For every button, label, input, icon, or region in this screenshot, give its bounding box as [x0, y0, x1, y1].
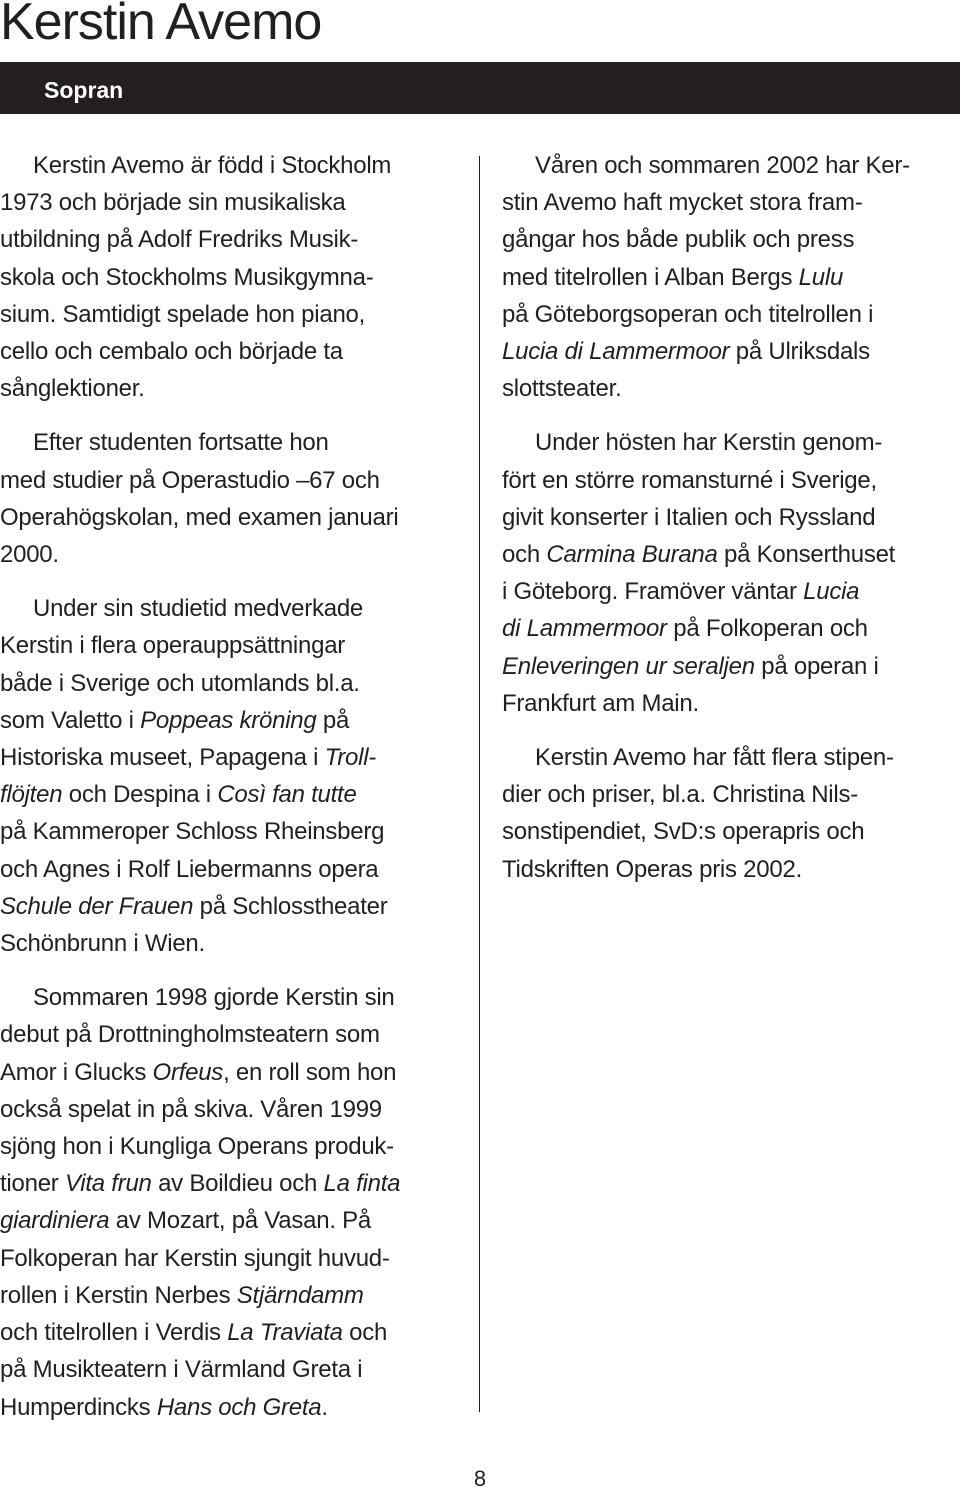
text-line: tioner Vita frun av Boildieu och La finta — [0, 1170, 401, 1198]
text-line: Humperdincks Hans och Greta. — [0, 1393, 328, 1421]
text-line: skola och Stockholms Musikgymna- — [0, 263, 374, 291]
text-line: med studier på Operastudio –67 och — [0, 466, 380, 494]
text-line: sjöng hon i Kungliga Operans produk- — [0, 1133, 394, 1161]
text-line: stin Avemo haft mycket stora fram- — [502, 189, 863, 217]
voice-type-label: Sopran — [44, 77, 124, 103]
body-paragraph — [502, 739, 960, 888]
text-line: Kerstin Avemo har fått flera stipen- — [535, 744, 894, 772]
text-line: också spelat in på skiva. Våren 1999 — [0, 1095, 382, 1123]
body-paragraph — [0, 147, 462, 407]
text-line: debut på Drottningholmsteatern som — [0, 1021, 380, 1049]
text-line: dier och priser, bl.a. Christina Nils- — [502, 781, 858, 809]
text-line: och titelrollen i Verdis La Traviata och — [0, 1319, 388, 1347]
text-line: Tidskriften Operas pris 2002. — [502, 855, 802, 883]
page-title: Kerstin Avemo — [0, 0, 322, 51]
text-line: Schönbrunn i Wien. — [0, 930, 205, 958]
text-line: Enleveringen ur seraljen på operan i — [502, 652, 879, 680]
text-line: giardiniera av Mozart, på Vasan. På — [0, 1207, 372, 1235]
text-line: Under sin studietid medverkade — [33, 595, 364, 623]
text-line: gångar hos både publik och press — [502, 226, 855, 254]
voice-type-bar — [0, 62, 960, 114]
text-line: på Musikteatern i Värmland Greta i — [0, 1356, 363, 1384]
text-line: rollen i Kerstin Nerbes Stjärndamm — [0, 1281, 364, 1309]
right-column — [502, 147, 960, 905]
text-line: givit konserter i Italien och Ryssland — [502, 503, 876, 531]
body-paragraph — [502, 424, 960, 722]
body-paragraph — [0, 590, 462, 962]
text-line: Efter studenten fortsatte hon — [33, 429, 329, 457]
text-line: på Göteborgsoperan och titelrollen i — [502, 300, 874, 328]
text-line: 1973 och började sin musikaliska — [0, 189, 346, 217]
text-line: Kerstin Avemo är född i Stockholm — [33, 152, 392, 179]
text-line: Historiska museet, Papagena i Troll- — [0, 744, 377, 772]
text-line: på Kammeroper Schloss Rheinsberg — [0, 818, 385, 846]
column-divider — [479, 156, 480, 1412]
text-line: utbildning på Adolf Fredriks Musik- — [0, 226, 359, 254]
text-line: och Agnes i Rolf Liebermanns opera — [0, 855, 379, 883]
text-line: Kerstin i flera operauppsättningar — [0, 632, 346, 660]
text-line: Frankfurt am Main. — [502, 689, 699, 717]
text-line: 2000. — [0, 541, 59, 569]
text-line: Folkoperan har Kerstin sjungit huvud- — [0, 1244, 390, 1272]
text-line: cello och cembalo och började ta — [0, 338, 343, 366]
text-line: och Carmina Burana på Konserthuset — [502, 541, 896, 569]
text-line: flöjten och Despina i Così fan tutte — [0, 781, 357, 809]
text-line: sonstipendiet, SvD:s operapris och — [502, 818, 865, 846]
text-line: Operahögskolan, med examen januari — [0, 503, 399, 531]
left-column — [0, 147, 462, 1443]
text-line: di Lammermoor på Folkoperan och — [502, 615, 868, 643]
body-paragraph — [0, 424, 462, 573]
text-line: med titelrollen i Alban Bergs Lulu — [502, 263, 844, 291]
text-line: Sommaren 1998 gjorde Kerstin sin — [33, 984, 395, 1012]
text-line: sånglektioner. — [0, 375, 145, 403]
text-line: Under hösten har Kerstin genom- — [535, 429, 883, 457]
text-line: både i Sverige och utomlands bl.a. — [0, 669, 360, 697]
body-paragraph — [0, 979, 462, 1425]
page-number: 8 — [473, 1466, 487, 1491]
text-line: i Göteborg. Framöver väntar Lucia — [502, 578, 860, 606]
text-line: som Valetto i Poppeas kröning på — [0, 706, 350, 734]
text-line: slottsteater. — [502, 375, 622, 403]
text-line: Våren och sommaren 2002 har Ker- — [535, 152, 910, 179]
text-line: sium. Samtidigt spelade hon piano, — [0, 300, 366, 328]
text-line: Schule der Frauen på Schlosstheater — [0, 892, 388, 920]
body-paragraph — [502, 147, 960, 407]
text-line: fört en större romansturné i Sverige, — [502, 466, 877, 494]
text-line: Lucia di Lammermoor på Ulriksdals — [502, 338, 870, 366]
text-line: Amor i Glucks Orfeus, en roll som hon — [0, 1058, 397, 1086]
